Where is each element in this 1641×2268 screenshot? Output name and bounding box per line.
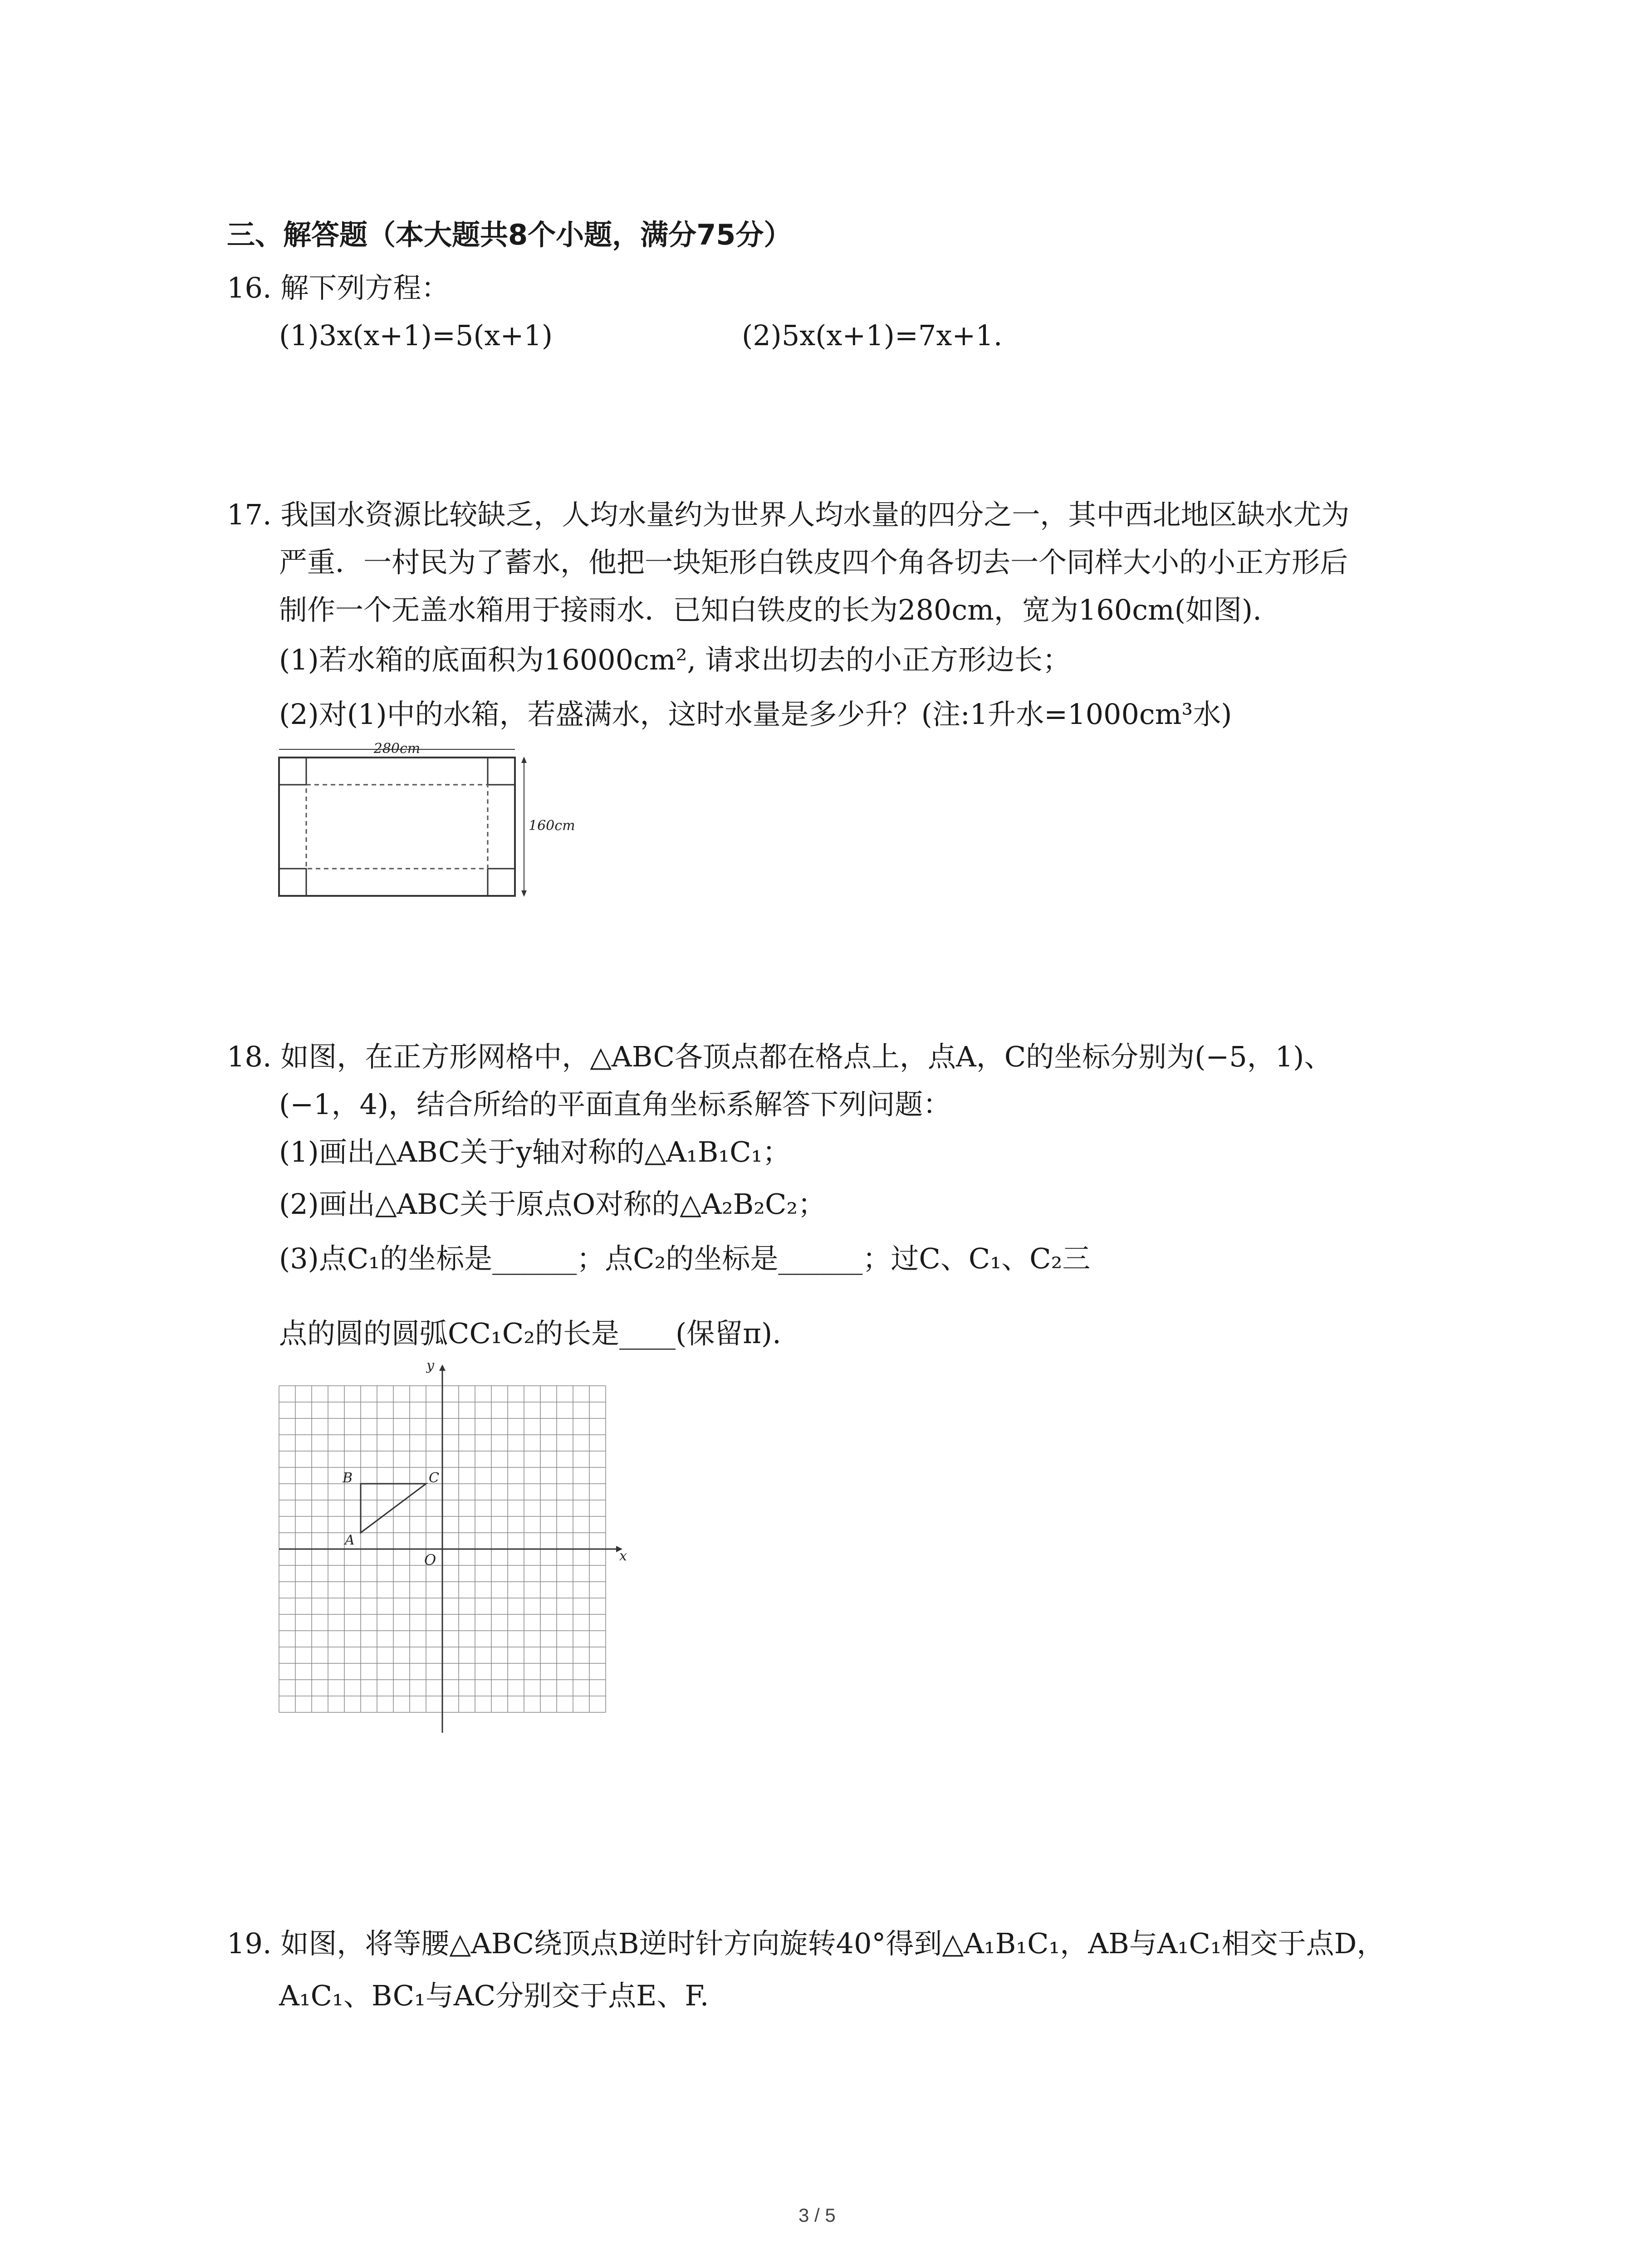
- arrow-down-icon: [521, 890, 527, 897]
- q18-grid-figure: [272, 1358, 627, 1742]
- q17-text1: 我国水资源比较缺乏，人均水量约为世界人均水量的四分之一，其中西北地区缺水尤为: [280, 498, 1350, 531]
- q16-line: [227, 270, 449, 306]
- fold-lines: [306, 785, 488, 869]
- q18-number: 18.: [227, 1040, 272, 1073]
- q17-line1: [227, 497, 1349, 533]
- q17-figure: [272, 741, 575, 903]
- corner-square-tr: [488, 758, 515, 785]
- corner-square-tl: [279, 758, 306, 785]
- sheet-outline: [279, 758, 515, 896]
- q16-stem: 解下列方程：: [280, 271, 450, 304]
- origin-label: O: [424, 1551, 436, 1569]
- q18-part3: (3)点C₁的坐标是______；点C₂的坐标是______；过C、C₁、C₂三: [279, 1242, 1091, 1275]
- section-title: 三、解答题（本大题共8个小题，满分75分）: [227, 218, 792, 251]
- q17-number: 17.: [227, 498, 272, 531]
- q17-part2: (2)对(1)中的水箱，若盛满水，这时水量是多少升？(注:1升水=1000cm³水): [279, 698, 1232, 731]
- arrow-up-icon: [521, 757, 527, 763]
- q18-line1: [227, 1039, 1332, 1075]
- width-label: 280cm: [373, 741, 421, 757]
- q18-text1: 如图，在正方形网格中，△ABC各顶点都在格点上，点A，C的坐标分别为(−5，1)、: [280, 1040, 1332, 1073]
- q18-part1: (1)画出△ABC关于y轴对称的△A₁B₁C₁；: [279, 1135, 791, 1168]
- vertex-a-label: A: [345, 1532, 355, 1548]
- q19-line2: A₁C₁、BC₁与AC分别交于点E、F.: [279, 1979, 709, 2012]
- q19-line1: [227, 1926, 1385, 1962]
- q16-number: 16.: [227, 271, 272, 304]
- q17-part1: (1)若水箱的底面积为16000cm², 请求出切去的小正方形边长；: [279, 643, 1071, 676]
- height-label: 160cm: [529, 818, 575, 834]
- x-axis-label: x: [619, 1548, 627, 1564]
- q18-part2: (2)画出△ABC关于原点O对称的△A₂B₂C₂；: [279, 1188, 826, 1221]
- q19-text1: 如图，将等腰△ABC绕顶点B逆时针方向旋转40°得到△A₁B₁C₁，AB与A₁C₁相交于点D，: [280, 1927, 1385, 1960]
- corner-square-br: [488, 869, 515, 896]
- q19-number: 19.: [227, 1927, 272, 1960]
- q16-part2: (2)5x(x+1)=7x+1.: [742, 319, 1003, 352]
- corner-square-bl: [279, 869, 306, 896]
- q16-part1: (1)3x(x+1)=5(x+1): [279, 319, 553, 352]
- y-axis-label: y: [426, 1358, 434, 1374]
- q17-line2: 严重．一村民为了蓄水，他把一块矩形白铁皮四个角各切去一个同样大小的小正方形后: [279, 546, 1348, 579]
- vertex-c-label: C: [429, 1470, 439, 1486]
- page-number: 3 / 5: [798, 2204, 836, 2226]
- vertex-b-label: B: [343, 1470, 353, 1486]
- q17-line3: 制作一个无盖水箱用于接雨水．已知白铁皮的长为280cm，宽为160cm(如图).: [279, 593, 1262, 626]
- q18-part3b: 点的圆的圆弧CC₁C₂的长是____(保留π).: [279, 1317, 781, 1350]
- q18-line2: (−1，4)，结合所给的平面直角坐标系解答下列问题：: [279, 1088, 951, 1121]
- y-axis-arrow-icon: [439, 1364, 446, 1371]
